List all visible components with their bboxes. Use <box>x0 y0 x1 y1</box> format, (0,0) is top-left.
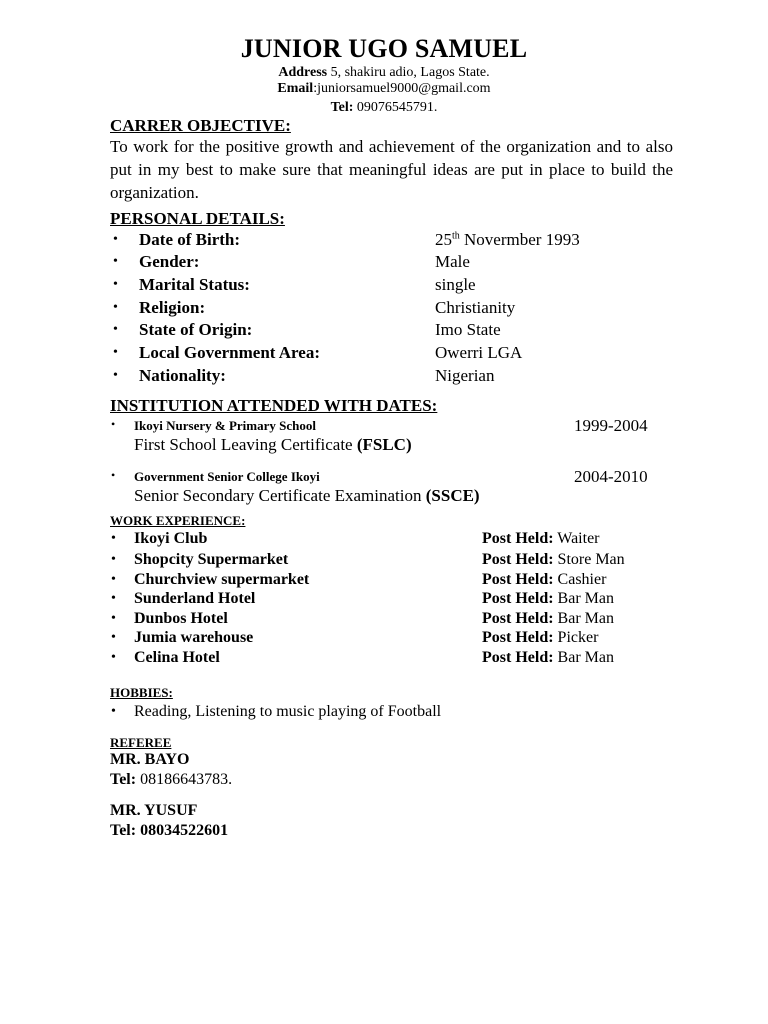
detail-value: Christianity <box>435 298 516 317</box>
bullet-icon: • <box>113 277 118 292</box>
email-label: Email <box>277 81 314 96</box>
referee-name: MR. YUSUF <box>110 802 198 819</box>
detail-label: State of Origin: <box>139 320 253 339</box>
referee-tel: Tel: 08034522601 <box>110 822 229 839</box>
bullet-icon: • <box>111 591 116 606</box>
address-line <box>0 65 768 81</box>
certificate-name: Senior Secondary Certificate Examination <box>134 486 426 505</box>
detail-value: single <box>435 275 476 294</box>
email-value: :juniorsamuel9000@gmail.com <box>313 81 491 96</box>
certificate-name: First School Leaving Certificate <box>134 435 357 454</box>
bullet-icon: • <box>113 368 118 383</box>
work-entry <box>0 530 768 550</box>
institution-years: 2004-2010 <box>574 467 648 486</box>
bullet-icon: • <box>113 300 118 315</box>
bullet-icon: • <box>113 254 118 269</box>
work-place: Jumia warehouse <box>134 629 254 646</box>
personal-detail-row <box>0 298 768 320</box>
institution-name: Government Senior College Ikoyi <box>134 469 320 484</box>
detail-value: 25th Novermber 1993 <box>435 230 580 249</box>
detail-value: Nigerian <box>435 366 495 385</box>
objective-heading: CARRER OBJECTIVE: <box>110 116 291 135</box>
bullet-icon: • <box>113 232 118 247</box>
bullet-icon: • <box>111 552 116 567</box>
work-post: Post Held: Cashier <box>482 571 607 588</box>
detail-value: Owerri LGA <box>435 343 523 362</box>
work-post: Post Held: Bar Man <box>482 649 614 666</box>
work-place: Dunbos Hotel <box>134 610 228 627</box>
email-line <box>0 81 768 97</box>
detail-value: Imo State <box>435 320 501 339</box>
detail-label: Nationality: <box>139 366 226 385</box>
institutions-heading: INSTITUTION ATTENDED WITH DATES: <box>110 396 438 415</box>
work-experience-heading: WORK EXPERIENCE: <box>110 513 246 528</box>
work-entry <box>0 551 768 571</box>
work-post: Post Held: Picker <box>482 629 599 646</box>
detail-label: Gender: <box>139 252 200 271</box>
personal-details-heading: PERSONAL DETAILS: <box>110 209 285 228</box>
certificate-abbr: (SSCE) <box>425 486 480 505</box>
work-entry <box>0 649 768 669</box>
detail-value: Male <box>435 252 470 271</box>
personal-detail-row <box>0 366 768 388</box>
detail-label: Religion: <box>139 298 206 317</box>
work-place: Celina Hotel <box>134 649 220 666</box>
work-place: Ikoyi Club <box>134 530 208 547</box>
bullet-icon: • <box>111 704 116 719</box>
personal-detail-row <box>0 343 768 365</box>
detail-label: Marital Status: <box>139 275 250 294</box>
personal-detail-row <box>0 320 768 342</box>
work-place: Sunderland Hotel <box>134 590 256 607</box>
bullet-icon: • <box>113 345 118 360</box>
institution-name: Ikoyi Nursery & Primary School <box>134 418 316 433</box>
institution-years: 1999-2004 <box>574 416 648 435</box>
work-place: Shopcity Supermarket <box>134 551 289 568</box>
referee-name: MR. BAYO <box>110 751 190 768</box>
bullet-icon: • <box>111 650 116 665</box>
bullet-icon: • <box>111 611 116 626</box>
bullet-icon: • <box>111 468 116 482</box>
detail-label: Local Government Area: <box>139 343 320 362</box>
bullet-icon: • <box>113 322 118 337</box>
hobbies-heading: HOBBIES: <box>110 685 173 700</box>
hobbies-text: Reading, Listening to music playing of Football <box>134 703 442 720</box>
certificate-abbr: (FSLC) <box>356 435 412 454</box>
personal-detail-row <box>0 252 768 274</box>
work-post: Post Held: Bar Man <box>482 590 614 607</box>
bullet-icon: • <box>111 531 116 546</box>
work-place: Churchview supermarket <box>134 571 310 588</box>
work-post: Post Held: Waiter <box>482 530 600 547</box>
address-label: Address <box>278 65 328 80</box>
objective-text: To work for the positive growth and achievement of the organization and to also put in my best to make sure that meaningful ideas are put in place to build the organization. <box>110 137 673 202</box>
bullet-icon: • <box>111 572 116 587</box>
work-post: Post Held: Store Man <box>482 551 625 568</box>
work-entry <box>0 610 768 630</box>
institution-certificate <box>0 435 768 457</box>
work-entry <box>0 629 768 649</box>
work-entry <box>0 571 768 591</box>
referee-heading: REFEREE <box>110 735 172 750</box>
institution-certificate <box>0 486 768 508</box>
work-post: Post Held: Bar Man <box>482 610 614 627</box>
tel-value: 09076545791. <box>353 100 438 115</box>
address-value: 5, shakiru adio, Lagos State. <box>327 65 490 80</box>
personal-detail-row <box>0 275 768 297</box>
detail-label: Date of Birth: <box>139 230 241 249</box>
bullet-icon: • <box>111 417 116 431</box>
tel-label: Tel: <box>330 100 354 115</box>
work-entry <box>0 590 768 610</box>
bullet-icon: • <box>111 630 116 645</box>
tel-line <box>0 100 768 116</box>
personal-detail-row <box>0 230 768 252</box>
referee-tel: Tel: 08186643783. <box>110 771 233 788</box>
resume-name: JUNIOR UGO SAMUEL <box>240 34 528 63</box>
